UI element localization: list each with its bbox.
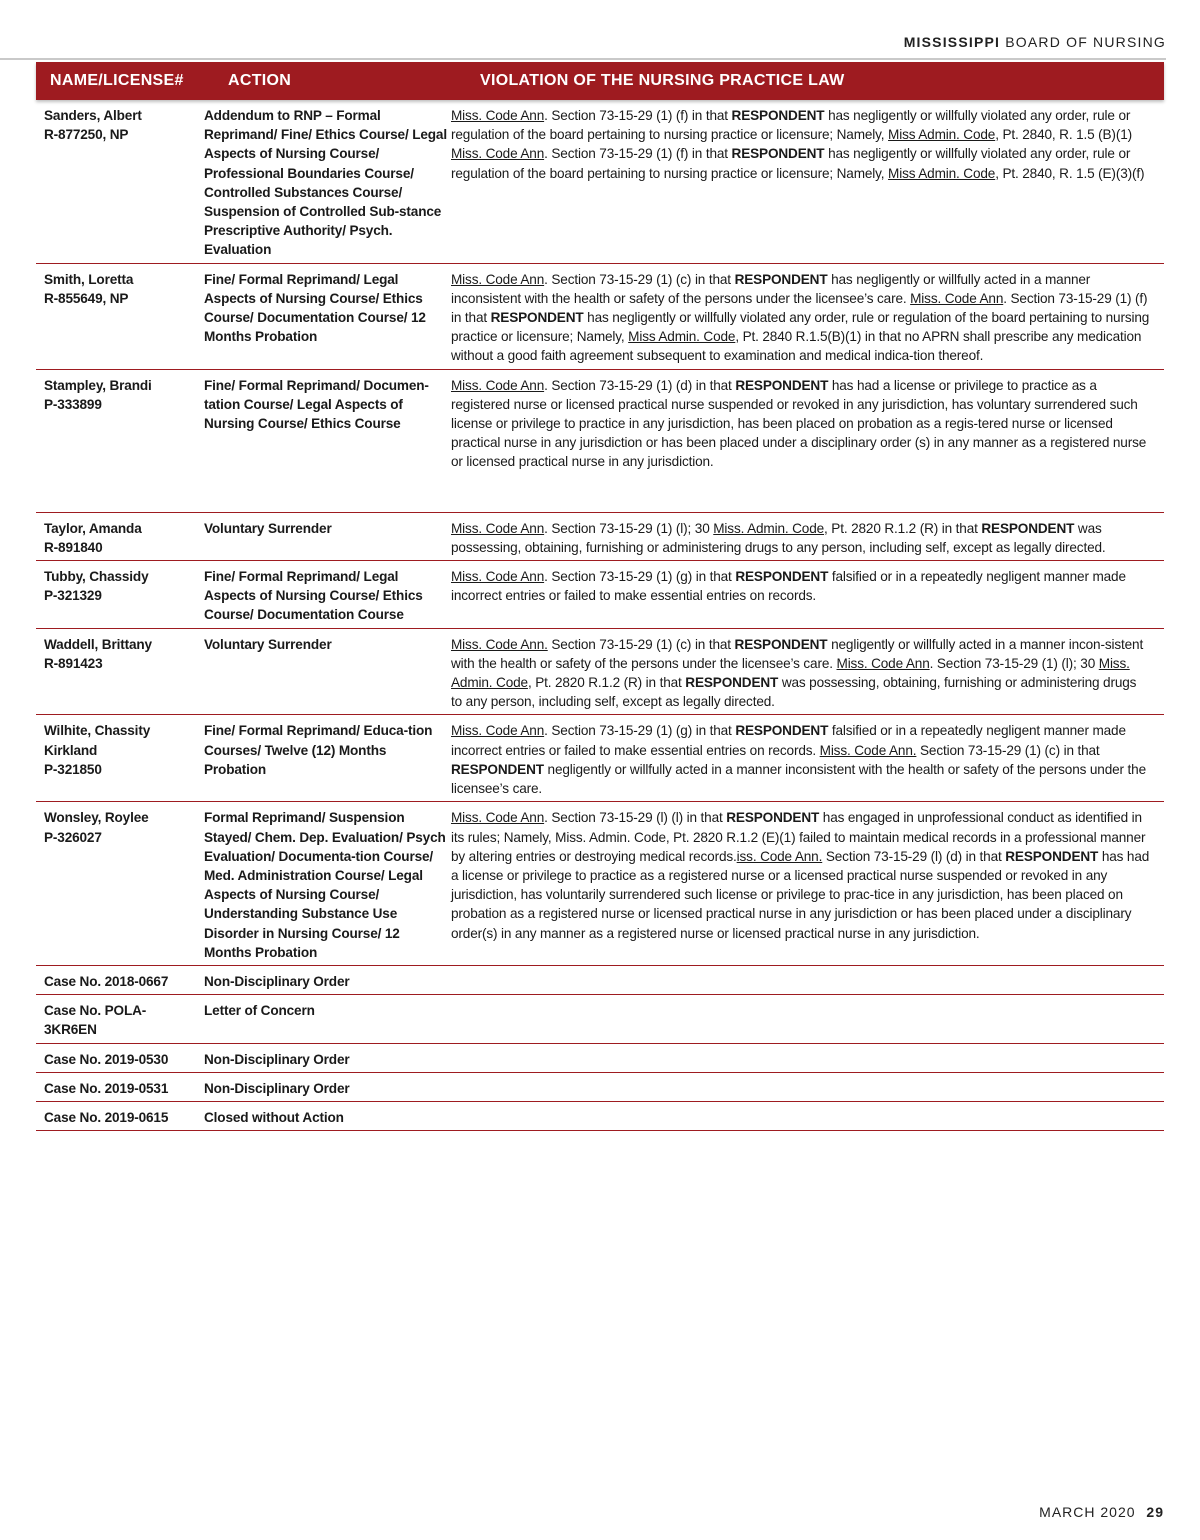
action-cell: Letter of Concern	[204, 1003, 315, 1019]
action-cell: Non-Disciplinary Order	[204, 1080, 350, 1096]
action-cell: Closed without Action	[204, 1109, 344, 1125]
violation-text: . Section 73-15-29 (1) (c) in that	[544, 271, 735, 287]
licensee-line: Case No. 2019-0615	[44, 1109, 169, 1125]
table-row	[36, 1073, 1164, 1102]
respondent-label: RESPONDENT	[685, 675, 779, 691]
licensee-cell	[36, 721, 204, 798]
licensee-cell	[36, 972, 204, 991]
licensee-line: R-877250, NP	[44, 127, 129, 143]
licensee-line: R-855649, NP	[44, 290, 129, 306]
violation-text: falsified or in a repeatedly negligent manner made incorrect entries or failed to make essential entries on records.	[451, 569, 1126, 604]
respondent-label: RESPONDENT	[726, 810, 820, 826]
column-header-violation: VIOLATION OF THE NURSING PRACTICE LAW	[480, 72, 845, 89]
respondent-label: RESPONDENT	[451, 761, 544, 777]
masthead	[904, 34, 1166, 50]
violation-text: has engaged in unprofessional conduct as identified in its rules; Namely, Miss. Admin. Code, Pt. 2820 R.1.2 (E)(1) failed to maintain medical records in a professional manner by altering entries or destroying medical records.	[451, 810, 1146, 864]
licensee-line: R-891423	[44, 655, 103, 671]
licensee-cell	[36, 567, 204, 625]
violation-text: Section 73-15-29 (1) (c) in that	[916, 742, 1100, 758]
licensee-line: Case No. POLA-	[44, 1003, 147, 1019]
licensee-line: Case No. 2018-0667	[44, 973, 169, 989]
violation-text: Section 73-15-29 (l) (d) in that	[822, 848, 1006, 864]
statute-citation: Miss. Code Ann.	[819, 742, 917, 758]
licensee-line: P-321850	[44, 761, 102, 777]
licensee-cell	[36, 1001, 204, 1039]
action-cell: Addendum to RNP – Formal Reprimand/ Fine/ Ethics Course/ Legal Aspects of Nursing Course/ Professional Boundaries Course/ Controlled Substances Course/ Suspension of Controlled Sub-stance Prescriptive Authority/ Psych. Evaluation	[204, 108, 447, 258]
licensee-line: Wilhite, Chassity	[44, 723, 151, 739]
licensee-line: Taylor, Amanda	[44, 520, 142, 536]
page-footer	[1039, 1504, 1164, 1520]
column-header-name: NAME/LICENSE#	[50, 72, 184, 89]
table-row	[36, 629, 1164, 716]
table-row	[36, 100, 1164, 264]
violation-cell	[450, 808, 1164, 962]
action-cell: Fine/ Formal Reprimand/ Legal Aspects of Nursing Course/ Ethics Course/ Documentation Course/ 12 Months Probation	[204, 271, 426, 345]
violation-text: , Pt. 2820 R.1.2 (R) in that	[824, 520, 982, 536]
violation-text: has negligently or willfully violated any order, rule or regulation of the board pertaining to nursing practice or licensure; Namely,	[451, 108, 1131, 143]
violation-text: . Section 73-15-29 (1) (d) in that	[544, 377, 736, 393]
licensee-line: P-333899	[44, 396, 102, 412]
violation-cell	[450, 1108, 1164, 1127]
statute-citation: Miss. Code Ann.	[451, 636, 548, 652]
statute-citation: Miss. Code Ann	[451, 271, 545, 287]
table-row	[36, 513, 1164, 561]
action-cell: Fine/ Formal Reprimand/ Legal Aspects of Nursing Course/ Ethics Course/ Documentation Course	[204, 569, 423, 623]
statute-citation: Miss. Code Ann	[451, 520, 545, 536]
violation-cell	[450, 1079, 1164, 1098]
table-header	[36, 62, 1164, 100]
table-row	[36, 995, 1164, 1043]
violation-cell	[450, 567, 1164, 625]
respondent-label: RESPONDENT	[731, 146, 825, 162]
licensee-line: P-321329	[44, 588, 102, 604]
statute-citation: Miss. Code Ann	[836, 655, 930, 671]
table-row	[36, 264, 1164, 370]
violation-cell	[450, 972, 1164, 991]
violation-text: . Section 73-15-29 (1) (f) in that	[451, 290, 1148, 326]
licensee-line: Wonsley, Roylee	[44, 810, 149, 826]
licensee-line: Sanders, Albert	[44, 108, 142, 123]
statute-citation: Miss Admin. Code	[628, 329, 736, 345]
licensee-line: Smith, Loretta	[44, 271, 134, 287]
column-header-action: ACTION	[228, 72, 292, 89]
violation-cell	[450, 1001, 1164, 1039]
violation-text: has had a license or privilege to practice as a registered nurse or a licensed practical nurse suspended or revoked in any jurisdiction, has voluntarily surrendered such license or privilege to prac-tice in any jurisdiction, has been placed on probation as a registered nurse or licensed practical nurse in any jurisdiction or has been placed under a disciplinary order(s) in any manner as a registered nurse or licensed practical nurse in any jurisdiction.	[451, 848, 1150, 941]
respondent-label: RESPONDENT	[1005, 848, 1099, 864]
respondent-label: RESPONDENT	[735, 569, 829, 585]
violation-text: has negligently or willfully acted in a manner inconsistent with the health or safety of the persons under the licensee’s care.	[451, 271, 1091, 306]
table-row	[36, 1102, 1164, 1131]
licensee-cell	[36, 270, 204, 366]
action-cell: Non-Disciplinary Order	[204, 973, 350, 989]
violation-text: has had a license or privilege to practice as a registered nurse or licensed practical nurse suspended or revoked in any jurisdiction, has voluntary surrendered such license or privilege to practice in any jurisdiction, has been placed on probation as a regis-tered nurse or licensed practical nurse in any jurisdiction or has been placed under a disciplinary order (s) in any manner as a registered nurse or licensed practical nurse in any jurisdiction.	[451, 377, 1147, 470]
respondent-label: RESPONDENT	[734, 271, 828, 287]
licensee-line: 3KR6EN	[44, 1022, 97, 1038]
violation-text: , Pt. 2840, R. 1.5 (B)(1)	[995, 127, 1132, 143]
licensee-cell	[36, 808, 204, 962]
statute-citation: Miss Admin. Code	[888, 127, 996, 143]
violation-text: negligently or willfully acted in a manner inconsistent with the health or safety of the persons under the licensee’s care.	[451, 761, 1146, 797]
licensee-cell	[36, 519, 204, 557]
violation-text: , Pt. 2820 R.1.2 (R) in that	[527, 675, 686, 691]
licensee-cell	[36, 635, 204, 712]
violation-text: . Section 73-15-29 (1) (l); 30	[544, 520, 714, 536]
respondent-label: RESPONDENT	[735, 377, 829, 393]
licensee-line: Tubby, Chassidy	[44, 569, 149, 585]
masthead-org-bold: MISSISSIPPI	[903, 34, 1001, 50]
violation-cell	[450, 270, 1164, 366]
action-cell: Voluntary Surrender	[204, 520, 332, 536]
violation-text: , Pt. 2840 R.1.5(B)(1) in that no APRN shall prescribe any medication without a good faith agreement subsequent to examination and medical indica-tion thereof.	[451, 329, 1142, 364]
respondent-label: RESPONDENT	[731, 108, 825, 123]
page-number: 29	[1146, 1504, 1164, 1520]
violation-text: falsified or in a repeatedly negligent manner made incorrect entries or failed to make essential entries on records.	[451, 723, 1126, 758]
table-row	[36, 715, 1164, 802]
issue-date: MARCH 2020	[1039, 1504, 1136, 1520]
table-row	[36, 802, 1164, 966]
action-cell: Fine/ Formal Reprimand/ Documen-tation Course/ Legal Aspects of Nursing Course/ Ethics Course	[204, 377, 429, 432]
statute-citation: iss. Code Ann.	[736, 848, 823, 864]
violation-cell	[450, 519, 1164, 557]
violation-cell	[450, 635, 1164, 712]
licensee-line: Stampley, Brandi	[44, 377, 152, 393]
statute-citation: Miss Admin. Code	[888, 165, 996, 181]
violation-cell	[450, 721, 1164, 798]
action-cell: Voluntary Surrender	[204, 636, 332, 652]
action-cell: Fine/ Formal Reprimand/ Educa-tion Courses/ Twelve (12) Months Probation	[204, 723, 433, 777]
violation-text: . Section 73-15-29 (1) (g) in that	[544, 723, 736, 739]
violation-cell	[450, 1050, 1164, 1069]
violation-text: was possessing, obtaining, furnishing or administering drugs to any person, including self, except as legally directed.	[451, 520, 1106, 555]
licensee-line: Case No. 2019-0530	[44, 1051, 169, 1067]
licensee-line: Case No. 2019-0531	[44, 1080, 169, 1096]
violation-text: . Section 73-15-29 (1) (g) in that	[544, 569, 736, 585]
licensee-line: P-326027	[44, 829, 102, 845]
statute-citation: Miss. Code Ann	[451, 377, 545, 393]
violation-cell	[450, 376, 1164, 472]
violation-text: . Section 73-15-29 (l) (l) in that	[544, 810, 727, 826]
action-cell: Non-Disciplinary Order	[204, 1051, 350, 1067]
licensee-line: Waddell, Brittany	[44, 636, 152, 652]
violation-text: . Section 73-15-29 (1) (f) in that	[544, 146, 732, 162]
table-row	[36, 370, 1164, 513]
licensee-line: R-891840	[44, 539, 103, 555]
licensee-cell	[36, 1050, 204, 1069]
table-row	[36, 561, 1164, 629]
action-cell: Formal Reprimand/ Suspension Stayed/ Chem. Dep. Evaluation/ Psych Evaluation/ Documenta-tion Course/ Med. Administration Course/ Legal Aspects of Nursing Course/ Understanding Substance Use Disorder in Nursing Course/ 12 Months Probation	[204, 810, 446, 960]
violation-text: has negligently or willfully violated any order, rule or regulation of the board pertaining to nursing practice or licensure; Namely,	[451, 310, 1150, 345]
licensee-cell	[36, 1108, 204, 1127]
statute-citation: Miss. Code Ann	[451, 569, 545, 585]
respondent-label: RESPONDENT	[734, 636, 828, 652]
masthead-org-rest: BOARD OF NURSING	[1005, 34, 1166, 50]
statute-citation: Miss. Admin. Code	[713, 520, 825, 536]
violation-text: , Pt. 2840, R. 1.5 (E)(3)(f)	[995, 165, 1145, 181]
violation-text: . Section 73-15-29 (1) (l); 30	[929, 655, 1099, 671]
statute-citation: Miss. Code Ann	[451, 810, 545, 826]
statute-citation: Miss. Admin. Code	[451, 655, 1130, 691]
violation-text: Section 73-15-29 (1) (c) in that	[547, 636, 735, 652]
statute-citation: Miss. Code Ann	[451, 108, 545, 123]
violation-text: . Section 73-15-29 (1) (f) in that	[544, 108, 732, 123]
violation-text: has negligently or willfully violated any order, rule or regulation of the board pertaining to nursing practice or licensure; Namely,	[451, 146, 1131, 181]
disciplinary-actions-table	[36, 62, 1164, 1131]
licensee-line: Kirkland	[44, 742, 98, 758]
violation-text: negligently or willfully acted in a manner incon-sistent with the health or safety of the persons under the licensee’s care.	[451, 636, 1144, 671]
licensee-cell	[36, 106, 204, 260]
table-row	[36, 1044, 1164, 1073]
respondent-label: RESPONDENT	[490, 310, 584, 326]
respondent-label: RESPONDENT	[735, 723, 829, 739]
table-body	[36, 100, 1164, 1131]
licensee-cell	[36, 1079, 204, 1098]
licensee-cell	[36, 376, 204, 472]
statute-citation: Miss. Code Ann	[451, 146, 545, 162]
respondent-label: RESPONDENT	[981, 520, 1075, 536]
violation-cell	[450, 106, 1164, 260]
violation-text: was possessing, obtaining, furnishing or administering drugs to any person, including self, except as legally directed.	[451, 675, 1137, 710]
table-row	[36, 966, 1164, 995]
top-divider	[0, 58, 1166, 60]
statute-citation: Miss. Code Ann	[451, 723, 545, 739]
statute-citation: Miss. Code Ann	[910, 290, 1004, 306]
